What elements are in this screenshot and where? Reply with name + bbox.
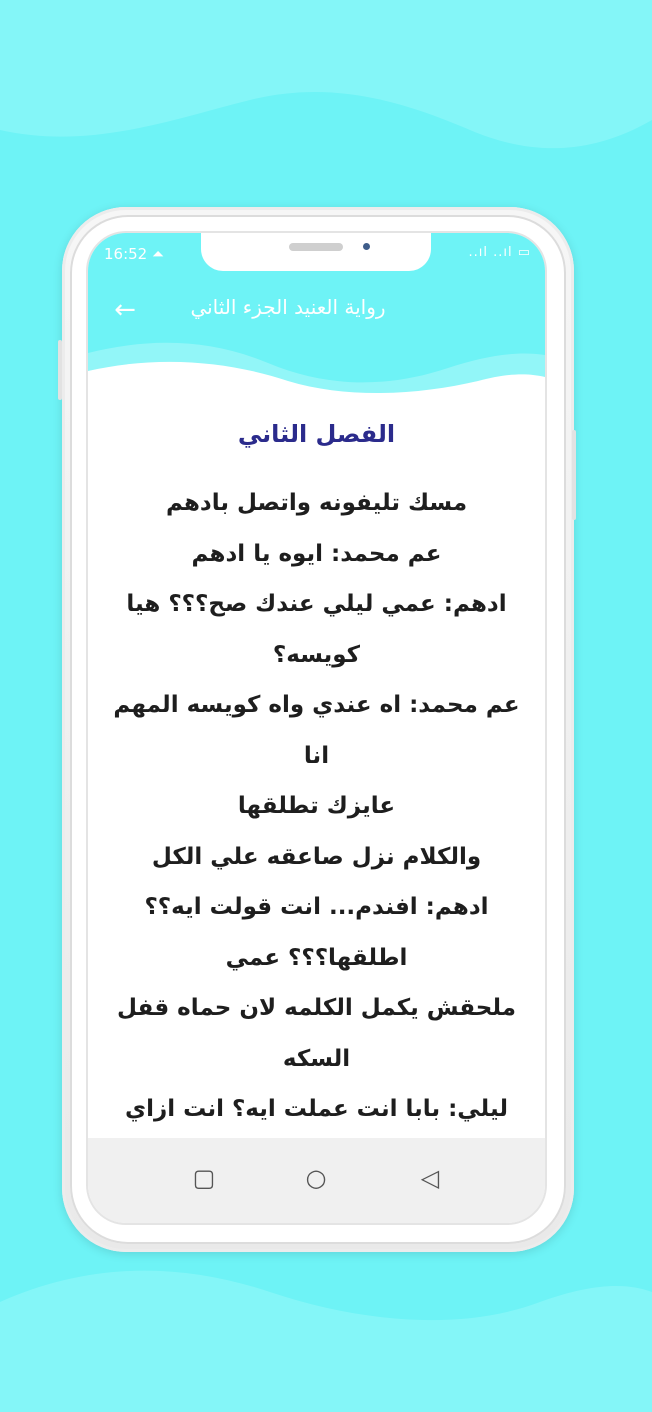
system-back-button[interactable] <box>410 1158 450 1198</box>
app-bar <box>88 291 545 331</box>
triangle-back-icon: ◁ <box>420 1164 440 1192</box>
circle-icon: ○ <box>305 1164 327 1192</box>
phone-screen <box>88 233 545 1223</box>
back-button[interactable] <box>108 293 142 327</box>
recents-button[interactable] <box>184 1158 224 1198</box>
earpiece-speaker <box>289 243 343 251</box>
story-text: مسك تليفونه واتصل بادهم عم محمد: ايوه يا ادهم ادهم: عمي ليلي عندك صح؟؟؟ هيا كويسه؟ عم محمد: اه عندي واه كويسه المهم انا عايزك تطلقها والكلام نزل صاعقه علي الكل ادهم: افندم... انت قولت ايه؟؟ اطلقها؟؟؟ عمي ملحقش يكمل الكلمه لان حماه قفل السكه ليلي: بابا انت عملت ايه؟ انت ازاي <box>113 490 520 1122</box>
app-header <box>88 233 545 408</box>
phone-side-button-right <box>572 430 576 520</box>
home-button[interactable] <box>296 1158 336 1198</box>
app-title: رواية العنيد الجزء الثاني <box>190 295 386 319</box>
chapter-content[interactable] <box>88 418 545 1138</box>
camera-notch <box>201 233 431 271</box>
header-wave <box>88 333 545 413</box>
background-wave-top <box>0 0 652 190</box>
system-nav-bar <box>88 1138 545 1223</box>
status-time: 16:52 ⏶ <box>104 245 165 263</box>
front-camera <box>363 243 370 250</box>
chapter-title: الفصل الثاني <box>237 420 396 448</box>
status-signal-battery-icons: ..ıl ..ıl ▭ <box>468 245 531 260</box>
square-icon: ▢ <box>192 1164 216 1192</box>
phone-side-button-left <box>58 340 62 400</box>
flask-icon: ⏶ <box>152 245 165 263</box>
arrow-left-icon: ← <box>114 295 136 325</box>
background-wave-bottom <box>0 1242 652 1412</box>
